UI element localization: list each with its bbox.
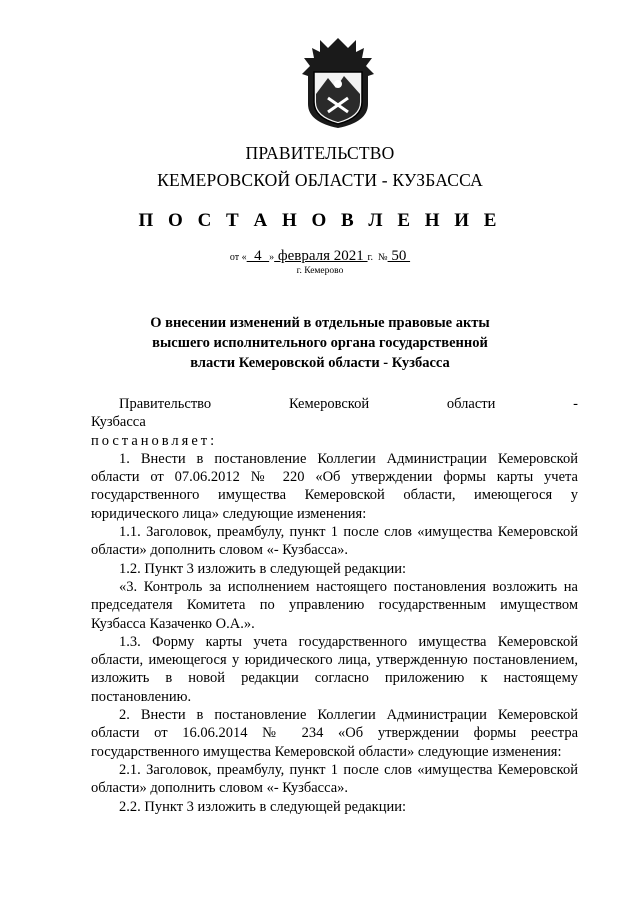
city-label: г. Кемерово [296, 266, 344, 276]
subject-line-1: О внесении изменений в отдельные правовые акты [150, 315, 490, 331]
paragraph-1: 1. Внести в постановление Коллегии Администрации Кемеровской области от 07.06.2012 № 220 «Об утверждении формы карты учета государственного имущества Кемеровской области, имеющегося у юридического лица» следующие изменения: [91, 450, 578, 522]
paragraph-2-1: 2.1. Заголовок, преамбулу, пункт 1 после слов «имущества Кемеровской области» дополнить словом «- Кузбасса». [91, 761, 578, 797]
paragraph-1-3: 1.3. Форму карты учета государственного имущества Кемеровской области, имеющегося у юридического лица, утвержденную постановлением, изложить в новой редакции согласно приложению к настоящему постановлению. [91, 633, 578, 705]
document-number: 50 [387, 248, 411, 264]
date-number-line [0, 248, 640, 265]
paragraph-1-2: 1.2. Пункт 3 изложить в следующей редакции: [119, 560, 407, 577]
date-mid: » [269, 252, 275, 263]
coat-of-arms-emblem [298, 38, 378, 130]
paragraph-decree-word [91, 432, 578, 450]
paragraph-1-1: 1.1. Заголовок, преамбулу, пункт 1 после слов «имущества Кемеровской области» дополнить словом «- Кузбасса». [91, 524, 578, 559]
decree-word: постановляет: [91, 432, 218, 449]
document-type-title: П О С Т А Н О В Л Е Н И Е [138, 210, 502, 231]
year-suffix: г. [367, 252, 374, 263]
document-body [91, 395, 578, 816]
region-title: КЕМЕРОВСКОЙ ОБЛАСТИ - КУЗБАССА [157, 170, 483, 190]
date-day: 4 [246, 248, 270, 264]
subject-line-3: власти Кемеровской области - Кузбасса [190, 355, 450, 371]
paragraph-2-2: 2.2. Пункт 3 изложить в следующей редакции: [119, 798, 407, 815]
document-subject [130, 313, 510, 373]
subject-line-2: высшего исполнительного органа государственной [152, 335, 488, 351]
government-title: ПРАВИТЕЛЬСТВО [245, 143, 395, 163]
date-month-year: февраля 2021 [274, 248, 368, 264]
paragraph-quote-3: «3. Контроль за исполнением настоящего постановления возложить на председателя Комитета по управлению государственным имуществом Кузбасса Казаченко О.А.». [91, 578, 578, 632]
date-prefix: от « [229, 252, 247, 263]
paragraph-2: 2. Внести в постановление Коллегии Администрации Кемеровской области от 16.06.2014 № 234 «Об утверждении формы реестра государственного имущества Кемеровской области» следующие изменения: [91, 707, 578, 760]
paragraph-preamble: Правительство Кемеровской области - Кузбасса [91, 396, 578, 431]
number-label: № [378, 252, 388, 263]
